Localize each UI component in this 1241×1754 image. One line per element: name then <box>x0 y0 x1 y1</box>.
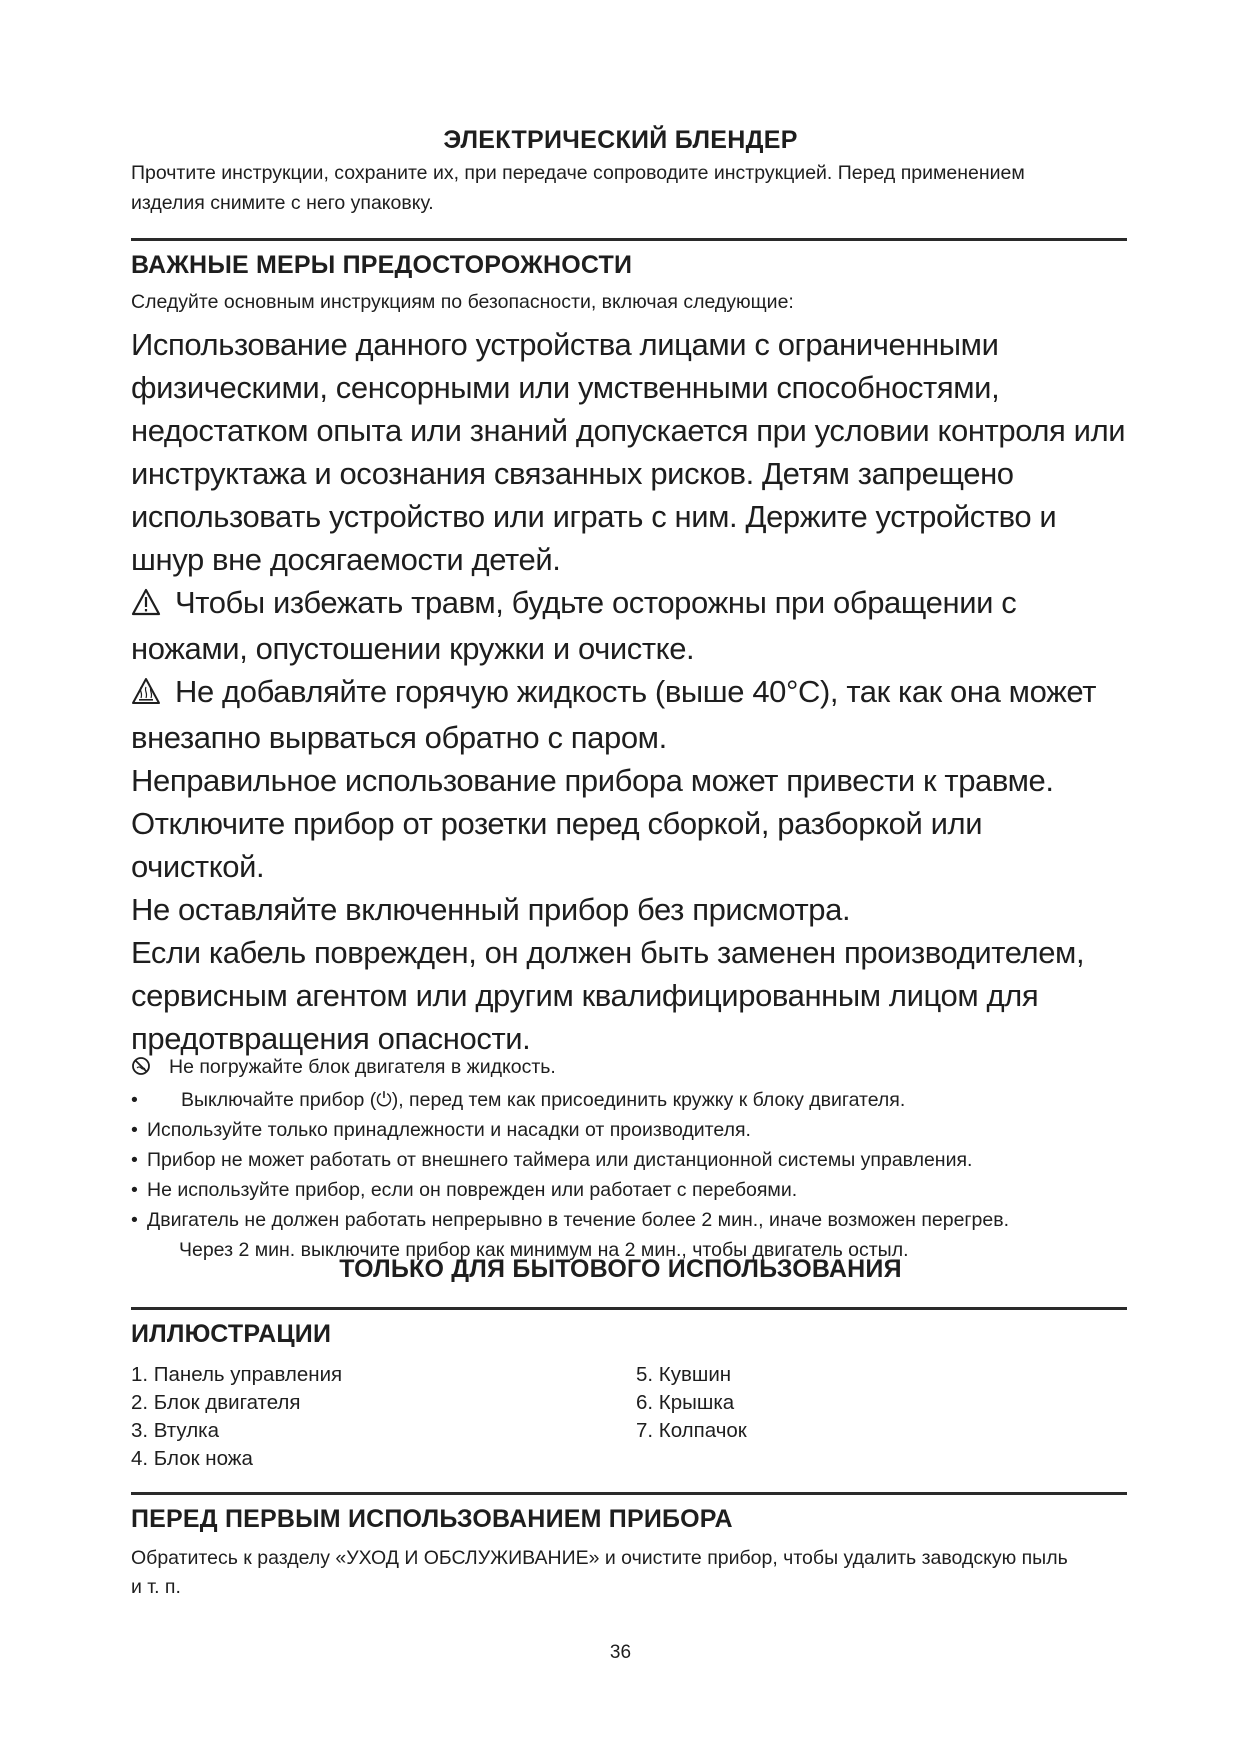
list-item: 1. Панель управления <box>131 1363 343 1386</box>
intro-line-1: Прочтите инструкции, сохраните их, при передаче сопроводите инструкцией. Перед применением <box>131 162 1025 184</box>
bullet-dot: • <box>131 1119 138 1141</box>
section-divider <box>131 1492 1127 1495</box>
safety-line: очисткой. <box>131 849 265 884</box>
safety-line: Использование данного устройства лицами с ограниченными <box>131 327 999 362</box>
bullet-item <box>131 1085 1131 1115</box>
safety-main-text <box>131 323 1141 1060</box>
list-item: 7. Колпачок <box>636 1419 747 1442</box>
household-notice: ТОЛЬКО ДЛЯ БЫТОВОГО ИСПОЛЬЗОВАНИЯ <box>339 1255 902 1283</box>
list-item: 6. Крышка <box>636 1391 735 1414</box>
bullet-dot: • <box>131 1149 138 1171</box>
bullet-item <box>131 1115 1131 1145</box>
hot-surface-warning-icon <box>131 673 161 716</box>
bullet-item <box>131 1205 1131 1235</box>
safety-line: Неправильное использование прибора может привести к травме. <box>131 763 1054 798</box>
safety-heading: ВАЖНЫЕ МЕРЫ ПРЕДОСТОРОЖНОСТИ <box>131 251 633 279</box>
section-divider <box>131 1307 1127 1310</box>
safety-line: Не оставляйте включенный прибор без присмотра. <box>131 892 851 927</box>
warning-blade-text: Чтобы избежать травм, будьте осторожны при обращении с <box>175 585 1017 620</box>
list-item: 3. Втулка <box>131 1419 219 1442</box>
intro-line-2: изделия снимите с него упаковку. <box>131 192 434 214</box>
illustrations-list-right <box>636 1361 747 1445</box>
bullet-dot: • <box>131 1209 138 1231</box>
bullet-text: Не используйте прибор, если он поврежден или работает с перебоями. <box>147 1179 798 1201</box>
safety-line: сервисным агентом или другим квалифицированным лицом для <box>131 978 1039 1013</box>
warning-hot-line: внезапно вырваться обратно с паром. <box>131 720 667 755</box>
bullet-text: Прибор не может работать от внешнего таймера или дистанционной системы управления. <box>147 1149 973 1171</box>
bullet-dot: • <box>131 1179 138 1201</box>
safety-line: предотвращения опасности. <box>131 1021 531 1056</box>
bullet-text: Используйте только принадлежности и насадки от производителя. <box>147 1119 751 1141</box>
list-item: 2. Блок двигателя <box>131 1391 301 1414</box>
safety-line: шнур вне досягаемости детей. <box>131 542 561 577</box>
warning-hot <box>131 670 1141 716</box>
list-item: 5. Кувшин <box>636 1363 732 1386</box>
safety-subtitle: Следуйте основным инструкциям по безопасности, включая следующие: <box>131 291 794 313</box>
warning-blade <box>131 581 1141 627</box>
bullet-item <box>131 1145 1131 1175</box>
bullet-dot: • <box>131 1089 138 1111</box>
bullet-text: Выключайте прибор (⏻), перед тем как присоединить кружку к блоку двигателя. <box>181 1089 906 1111</box>
first-use-line-1: Обратитесь к разделу «УХОД И ОБСЛУЖИВАНИЕ» и очистите прибор, чтобы удалить заводскую пыль <box>131 1547 1068 1569</box>
section-divider <box>131 238 1127 241</box>
safety-line: физическими, сенсорными или умственными способностями, <box>131 370 1000 405</box>
list-item: 4. Блок ножа <box>131 1447 253 1470</box>
safety-bullets <box>131 1052 1131 1265</box>
page-title: ЭЛЕКТРИЧЕСКИЙ БЛЕНДЕР <box>443 126 798 154</box>
illustrations-heading: ИЛЛЮСТРАЦИИ <box>131 1320 332 1348</box>
bullet-continuation: Через 2 мин. выключите прибор как минимум на 2 мин., чтобы двигатель остыл. <box>179 1239 909 1261</box>
illustrations-list-left <box>131 1361 342 1473</box>
first-use-heading: ПЕРЕД ПЕРВЫМ ИСПОЛЬЗОВАНИЕМ ПРИБОРА <box>131 1505 733 1533</box>
no-immerse-text: Не погружайте блок двигателя в жидкость. <box>169 1056 556 1078</box>
page-number: 36 <box>609 1642 632 1663</box>
no-immerse-icon <box>131 1055 169 1085</box>
warning-hot-text: Не добавляйте горячую жидкость (выше 40°C), так как она может <box>175 674 1097 709</box>
safety-line: использовать устройство или играть с ним. Держите устройство и <box>131 499 1057 534</box>
safety-line: Если кабель поврежден, он должен быть заменен производителем, <box>131 935 1085 970</box>
safety-line: Отключите прибор от розетки перед сборкой, разборкой или <box>131 806 983 841</box>
safety-line: инструктажа и осознания связанных рисков. Детям запрещено <box>131 456 1014 491</box>
warning-blade-line: ножами, опустошении кружки и очистке. <box>131 631 695 666</box>
safety-line: недостатком опыта или знаний допускается при условии контроля или <box>131 413 1126 448</box>
no-immerse-item <box>131 1052 1131 1085</box>
bullet-text: Двигатель не должен работать непрерывно в течение более 2 мин., иначе возможен перегрев. <box>147 1209 1009 1231</box>
bullet-item <box>131 1175 1131 1205</box>
first-use-line-2: и т. п. <box>131 1576 181 1598</box>
warning-triangle-icon <box>131 584 161 627</box>
